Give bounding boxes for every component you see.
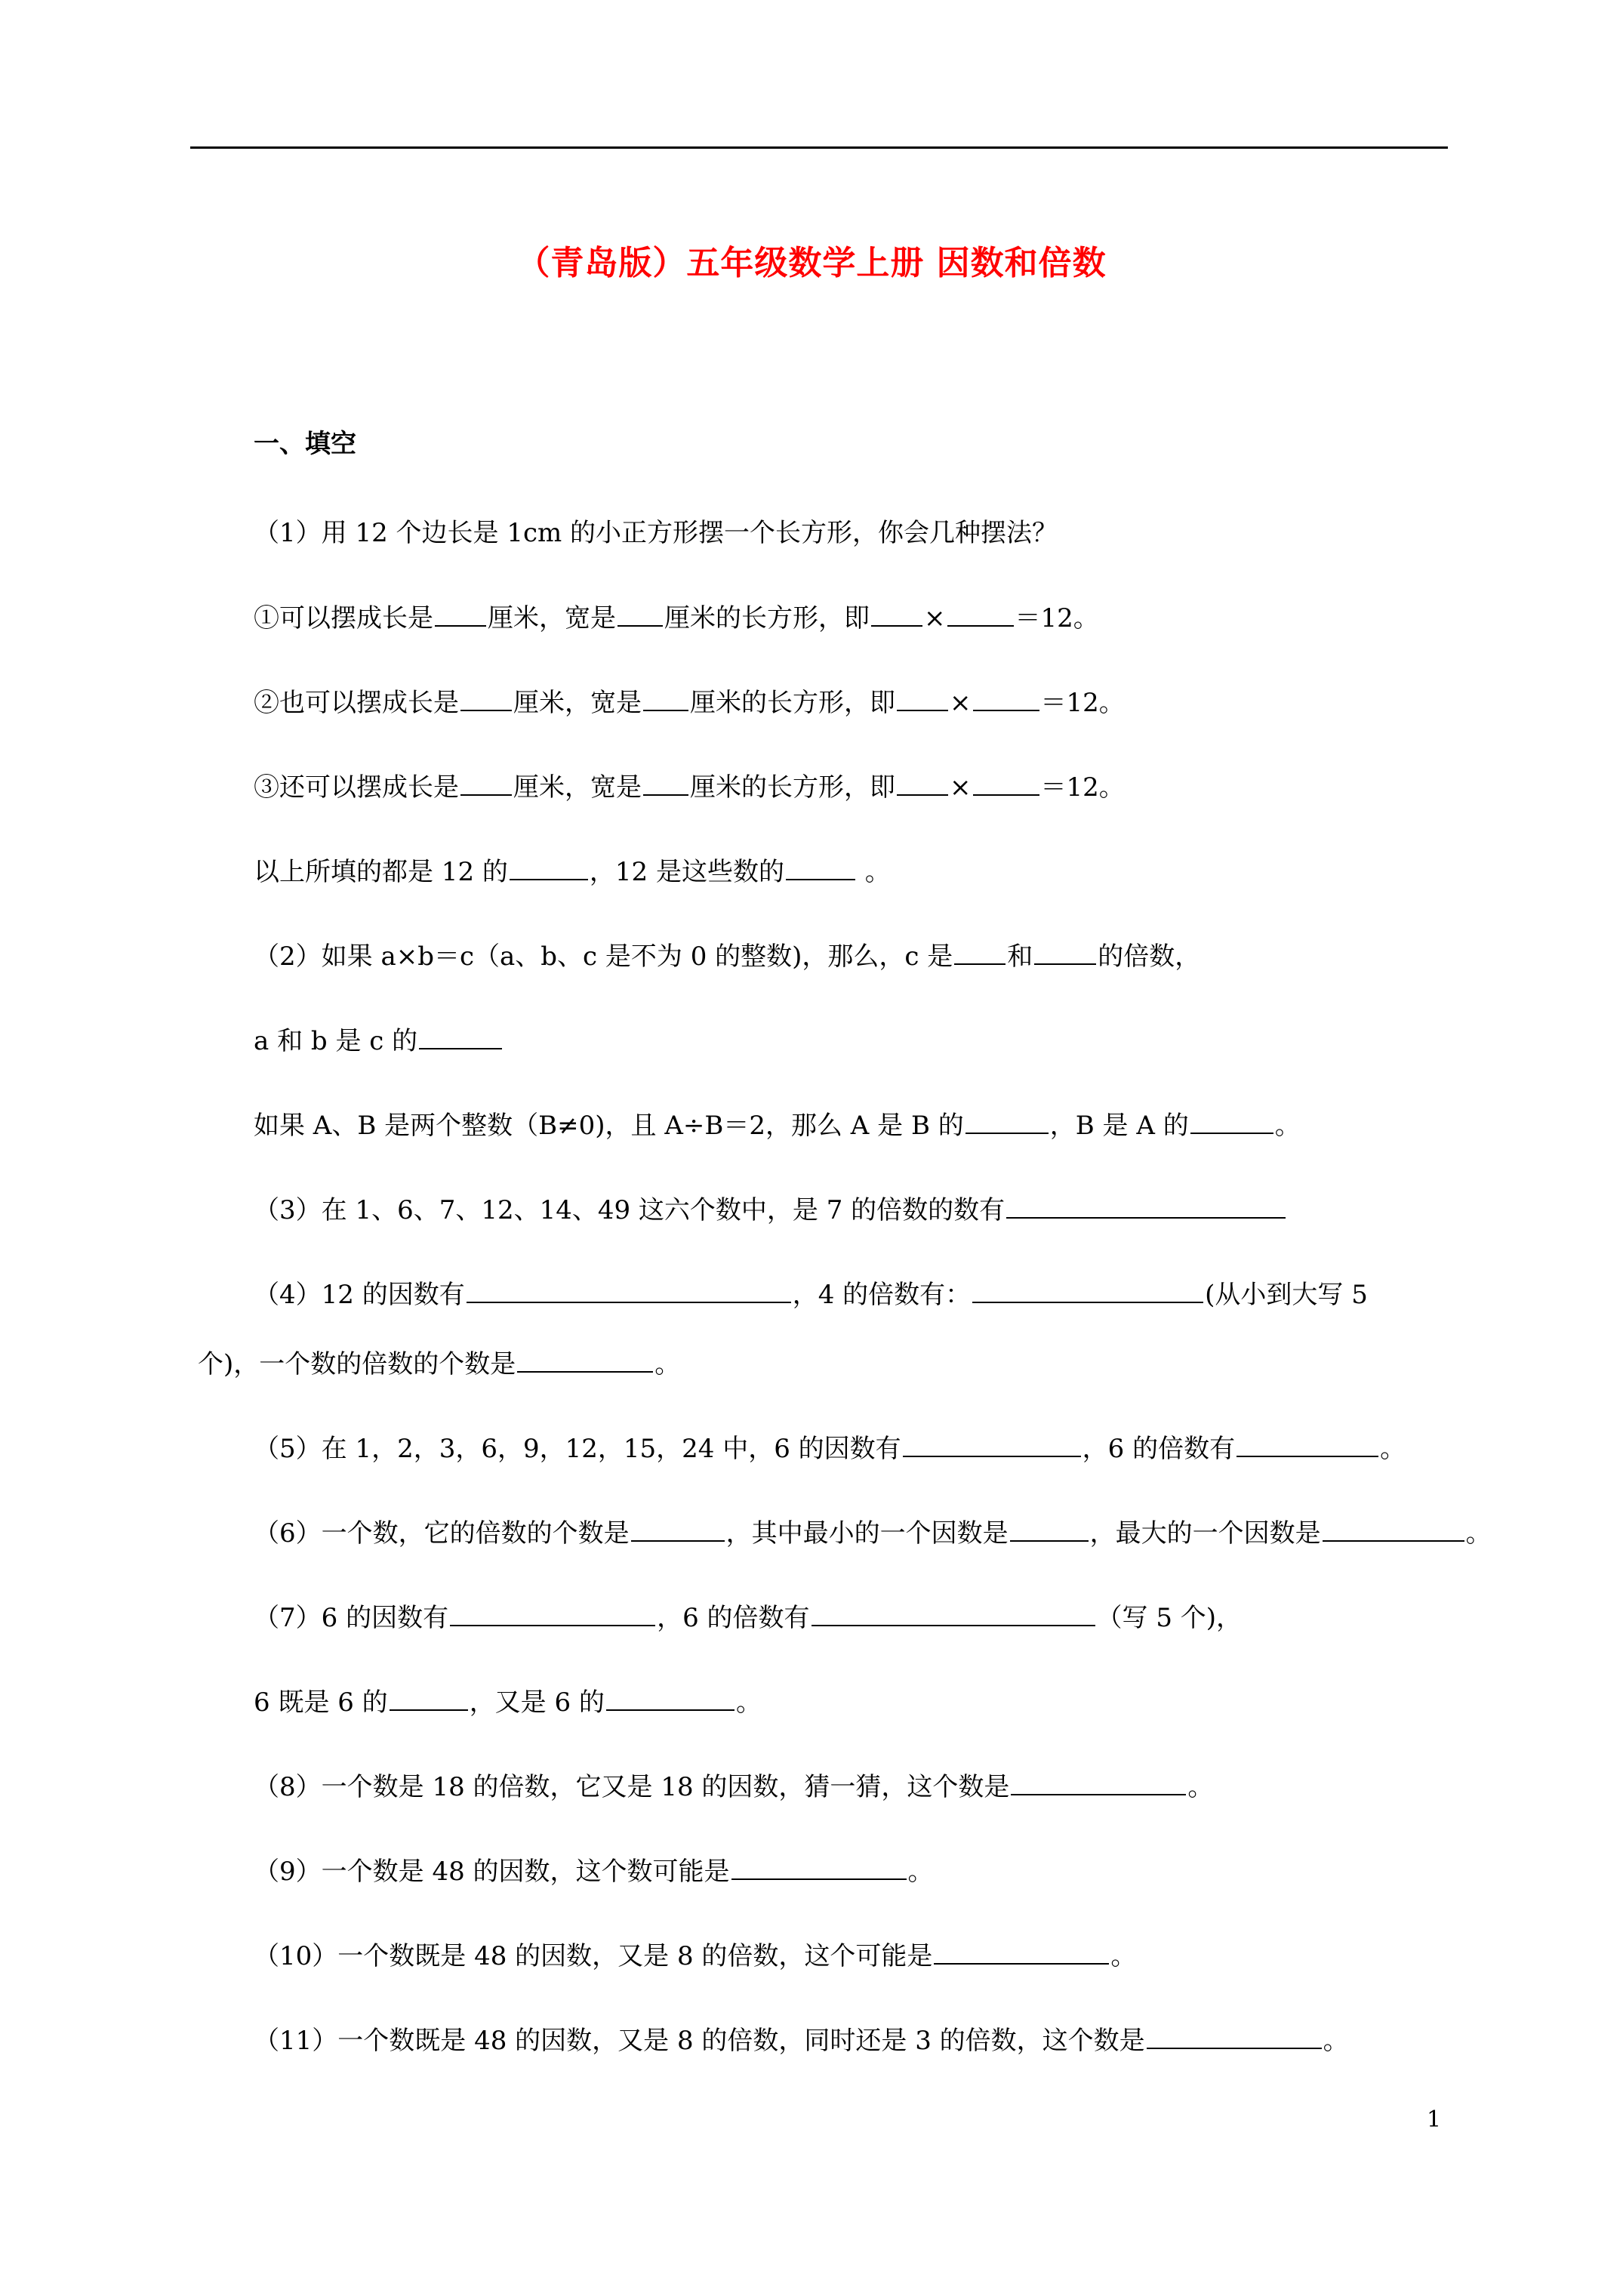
answer-blank[interactable]	[973, 772, 1039, 796]
answer-blank[interactable]	[934, 1940, 1109, 1965]
question-1-summary: 以上所填的都是 12 的 ，12 是这些数的 。	[254, 857, 891, 887]
section-heading-fill-in: 一、填空	[254, 429, 356, 459]
question-5: （5）在 1，2，3，6，9，12，15，24 中，6 的因数有 ，6 的倍数有 。	[254, 1434, 1406, 1464]
answer-blank[interactable]	[1010, 1518, 1089, 1542]
question-2-line-c: 如果 A、B 是两个整数（B≠0)，且 A÷B＝2，那么 A 是 B 的 ，B 是 A 的 。	[254, 1111, 1301, 1141]
answer-blank[interactable]	[1011, 1771, 1186, 1795]
question-1-intro: （1）用 12 个边长是 1cm 的小正方形摆一个长方形，你会几种摆法？	[254, 518, 1058, 548]
answer-blank[interactable]	[617, 603, 663, 627]
answer-blank[interactable]	[390, 1687, 468, 1711]
answer-blank[interactable]	[419, 1025, 502, 1049]
answer-blank[interactable]	[631, 1518, 725, 1542]
question-6: （6）一个数，它的倍数的个数是 ，其中最小的一个因数是 ，最大的一个因数是 。	[254, 1518, 1492, 1549]
answer-blank[interactable]	[460, 772, 512, 796]
answer-blank[interactable]	[460, 687, 512, 711]
page-number: 1	[1427, 2106, 1442, 2133]
question-8: （8）一个数是 18 的倍数，它又是 18 的因数，猜一猜，这个数是 。	[254, 1772, 1214, 1802]
question-4-line-a: （4）12 的因数有 ，4 的倍数有： (从小到大写 5	[254, 1280, 1368, 1310]
question-7-line-a: （7）6 的因数有 ，6 的倍数有 （写 5 个)，	[254, 1603, 1243, 1633]
answer-blank[interactable]	[435, 603, 486, 627]
answer-blank[interactable]	[973, 687, 1039, 711]
question-1-row-3: ③还可以摆成长是 厘米，宽是 厘米的长方形，即 × ＝12。	[254, 772, 1125, 803]
answer-blank[interactable]	[1236, 1433, 1378, 1457]
answer-blank[interactable]	[1034, 941, 1096, 965]
question-3: （3）在 1、6、7、12、14、49 这六个数中，是 7 的倍数的数有	[254, 1194, 1287, 1225]
answer-blank[interactable]	[954, 941, 1006, 965]
question-11: （11）一个数既是 48 的因数，又是 8 的倍数，同时还是 3 的倍数，这个数是 。	[254, 2026, 1349, 2056]
question-1-row-2: ②也可以摆成长是 厘米，宽是 厘米的长方形，即 × ＝12。	[254, 688, 1125, 718]
answer-blank[interactable]	[467, 1279, 791, 1303]
answer-blank[interactable]	[947, 603, 1014, 627]
question-7-line-b: 6 既是 6 的 ，又是 6 的 。	[254, 1687, 762, 1718]
answer-blank[interactable]	[972, 1279, 1203, 1303]
answer-blank[interactable]	[871, 603, 922, 627]
question-2-line-b: a 和 b 是 c 的	[254, 1025, 504, 1056]
answer-blank[interactable]	[643, 772, 688, 796]
answer-blank[interactable]	[903, 1433, 1081, 1457]
answer-blank[interactable]	[606, 1687, 735, 1711]
answer-blank[interactable]	[517, 1348, 653, 1373]
question-4-line-b: 个)，一个数的倍数的个数是 。	[198, 1349, 681, 1379]
answer-blank[interactable]	[786, 856, 855, 880]
answer-blank[interactable]	[897, 687, 948, 711]
document-title: （青岛版）五年级数学上册 因数和倍数	[516, 244, 1107, 282]
answer-blank[interactable]	[965, 1110, 1049, 1134]
question-1-row-1: ①可以摆成长是 厘米，宽是 厘米的长方形，即 × ＝12。	[254, 603, 1099, 633]
answer-blank[interactable]	[731, 1856, 907, 1880]
answer-blank[interactable]	[1323, 1518, 1464, 1542]
answer-blank[interactable]	[1147, 2025, 1322, 2049]
answer-blank[interactable]	[450, 1602, 655, 1626]
question-9: （9）一个数是 48 的因数，这个数可能是 。	[254, 1857, 934, 1887]
answer-blank[interactable]	[1006, 1194, 1286, 1219]
answer-blank[interactable]	[897, 772, 948, 796]
answer-blank[interactable]	[510, 856, 588, 880]
answer-blank[interactable]	[643, 687, 688, 711]
question-2-line-a: （2）如果 a×b＝c（a、b、c 是不为 0 的整数)，那么，c 是 和 的倍数，	[254, 942, 1201, 972]
header-rule	[190, 146, 1448, 149]
question-10: （10）一个数既是 48 的因数，又是 8 的倍数，这个可能是 。	[254, 1941, 1137, 1971]
answer-blank[interactable]	[812, 1602, 1095, 1626]
answer-blank[interactable]	[1190, 1110, 1273, 1134]
